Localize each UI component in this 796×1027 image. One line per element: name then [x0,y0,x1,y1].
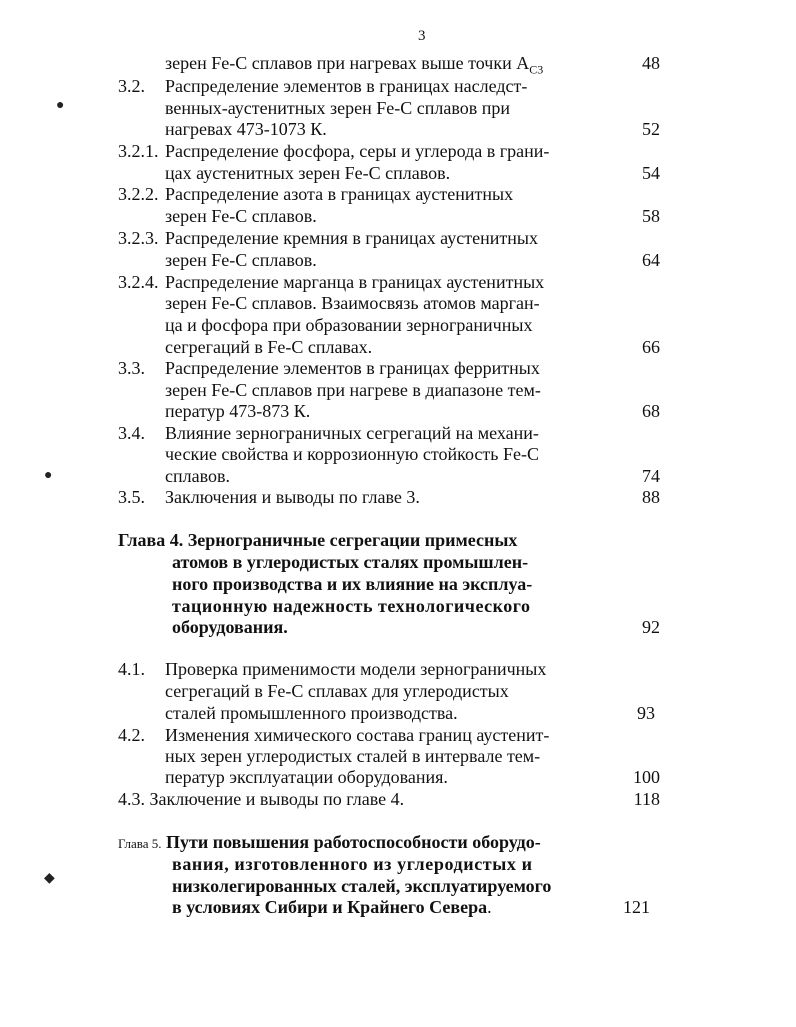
toc-line-text: зерен Fe-C сплавов. [165,250,317,270]
toc-page: 92 [642,617,660,637]
toc-line-text: Распределение марганца в границах аустенитных [165,272,545,292]
page-number: 3 [418,28,426,44]
toc-line-text: зерен Fe-C сплавов. [165,206,317,226]
toc-line-text: ных зерен углеродистых сталей в интервале тем- [165,746,541,766]
chapter-heading: ного производства и их влияние на эксплуа- [172,574,533,594]
toc-line-text: ца и фосфора при образовании зернограничных [165,315,533,335]
toc-line-text: сплавов. [165,466,230,486]
toc-page: 58 [642,206,660,226]
subscript: C3 [529,62,544,77]
toc-line-text: сегрегаций в Fe-C сплавах. [165,337,373,357]
toc-line-text: Распределение азота в границах аустенитных [165,184,514,204]
scan-mark: ◆ [44,871,55,886]
chapter-heading: низколегированных сталей, эксплуатируемого [172,876,552,896]
toc-page: 64 [642,250,660,270]
toc-line-text: Распределение фосфора, серы и углерода в грани- [165,141,550,161]
toc-line-text: Распределение элементов в границах наследст- [165,76,528,96]
toc-page: 100 [633,767,660,787]
toc-num: 3.3. [118,358,145,378]
chapter-heading: тационную надежность технологического [172,596,531,616]
toc-num: 3.4. [118,423,145,443]
toc-page: 74 [642,466,660,486]
toc-page: 52 [642,119,660,139]
toc-num: 3.2.1. [118,141,159,161]
toc-num: 3.5. [118,487,145,507]
toc-line-text: Изменения химического состава границ аустенит- [165,725,550,745]
toc-num: 4.2. [118,725,145,745]
toc-line-text: сталей промышленного производства. [165,703,458,723]
toc-line-text: ператур 473-873 К. [165,401,311,421]
toc-line-text: сегрегаций в Fe-C сплавах для углеродистых [165,681,509,701]
toc-line-text: Влияние зернограничных сегрегаций на механи- [165,423,539,443]
toc-line-text: Проверка применимости модели зернограничных [165,659,547,679]
chapter-heading: Глава 4. Зернограничные сегрегации примесных [118,530,518,550]
toc-line-text: ператур эксплуатации оборудования. [165,767,448,787]
toc-page: 93 [637,703,655,723]
chapter-heading: атомов в углеродистых сталях промышлен- [172,552,529,572]
toc-page: 68 [642,401,660,421]
scan-mark: ● [56,98,65,113]
toc-page: 88 [642,487,660,507]
toc-num: 3.2.4. [118,272,159,292]
chapter-heading: оборудования. [172,617,288,637]
toc-page: 66 [642,337,660,357]
toc-page: 118 [633,789,660,809]
chapter-title: Пути повышения работоспособности оборудо- [166,832,541,852]
toc-line-text: нагревах 473-1073 К. [165,119,327,139]
toc-line-text: 4.3. Заключение и выводы по главе 4. [118,789,405,809]
toc-line-text: ческие свойства и коррозионную стойкость Fe-C [165,444,539,464]
toc-num: 3.2. [118,76,145,96]
chapter-heading: в условиях Сибири и Крайнего Севера. [172,897,492,917]
toc-line-text: Заключения и выводы по главе 3. [165,487,420,507]
toc-num: 4.1. [118,659,145,679]
toc-line-text: зерен Fe-C сплавов. Взаимосвязь атомов марган- [165,293,540,313]
toc-line-text: зерен Fe-C сплавов при нагреве в диапазоне тем- [165,380,541,400]
toc-line-text: зерен Fe-C сплавов при нагревах выше точки $A_{C3}$ [165,53,544,77]
chapter-heading: вания, изготовленного из углеродистых и [172,854,533,874]
chapter-prefix: Глава 5. [118,836,162,851]
toc-line-text: Распределение кремния в границах аустенитных [165,228,538,248]
toc-line-text: Распределение элементов в границах ферритных [165,358,540,378]
toc-page: 54 [642,163,660,183]
toc-line-text: венных-аустенитных зерен Fe-C сплавов при [165,98,510,118]
toc-num: 3.2.3. [118,228,159,248]
toc-page: 121 [623,897,650,917]
scan-mark: ● [44,468,53,483]
toc-line-text: цах аустенитных зерен Fe-C сплавов. [165,163,451,183]
chapter-heading [118,832,541,853]
toc-page: 48 [642,53,660,73]
toc-num: 3.2.2. [118,184,159,204]
